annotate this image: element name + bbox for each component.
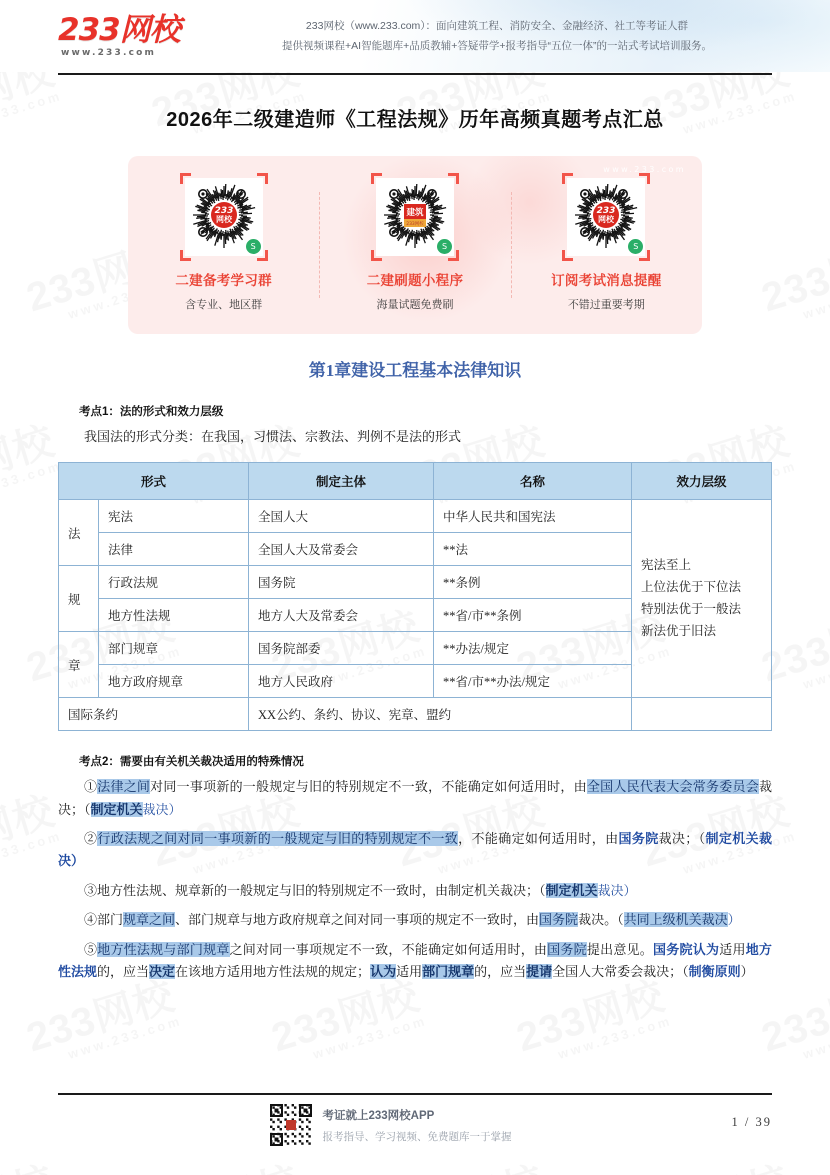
text-segment: 适用 [396, 963, 423, 979]
kaodian1-heading: 考点1：法的形式和效力层级 [79, 406, 224, 418]
promo-banner [128, 156, 702, 334]
table-cell-name: **法 [434, 533, 632, 566]
table-cell-subject: 地方人民政府 [249, 665, 434, 698]
qr-code-app-download[interactable] [269, 1103, 313, 1147]
table-cell-group: 章 [59, 632, 99, 698]
text-segment: 、部门规章与地方政府规章之间对同一事项的规定不一致时，由 [175, 912, 540, 928]
table-cell-group: 法 [59, 500, 99, 566]
kaodian2-heading: 考点2：需要由有关机关裁决适用的特殊情况 [79, 756, 304, 769]
text-segment: 法律之间 [97, 779, 151, 795]
text-segment: 认为 [370, 963, 397, 979]
corner-mark-icon [371, 250, 382, 261]
corner-mark-icon [448, 173, 459, 184]
svg-text:网校: 网校 [598, 215, 615, 224]
qr-burst-icon [382, 184, 448, 250]
table-cell-treaty-content: XX公约、条约、协议、宪章、盟约 [249, 698, 632, 731]
text-segment: ③地方性法规、规章新的一般规定与旧的特别规定不一致时，由制定机关裁决；（ [84, 882, 546, 898]
text-segment: 地方性法规 [58, 941, 772, 979]
text-segment: ） [740, 963, 754, 979]
text-segment: 裁决；（ [658, 831, 706, 847]
table-cell-subject: 全国人大 [249, 500, 434, 533]
table-cell-treaty-effect [632, 698, 772, 731]
table-cell-form: 地方性法规 [99, 599, 249, 632]
text-segment: 裁决） [142, 801, 182, 817]
effect-level-line: 宪法至上 [641, 558, 692, 573]
page-footer [58, 1103, 772, 1147]
footer-app-promo[interactable] [98, 1103, 682, 1147]
qr-code-quiz-miniapp[interactable] [376, 178, 454, 256]
corner-mark-icon [180, 250, 191, 261]
text-segment: ② [84, 831, 98, 847]
table-header-name: 名称 [434, 463, 632, 500]
table-cell-form: 行政法规 [99, 566, 249, 599]
text-segment: 制定机关裁决） [58, 831, 772, 869]
table-cell-subject: 国务院 [249, 566, 434, 599]
header-tagline-line2: 提供视频课程+AI智能题库+品质教辅+答疑带学+报考指导“五位一体”的一站式考试培训服务。 [282, 40, 712, 52]
table-cell-group: 规 [59, 566, 99, 632]
corner-mark-icon [562, 250, 573, 261]
table-header-effect: 效力层级 [632, 463, 772, 500]
footer-app-subtitle: 报考指导、学习视频、免费题库一于掌握 [322, 1130, 512, 1143]
kaodian2-item [58, 828, 772, 873]
table-row-treaty [59, 698, 772, 731]
watermark-text [144, 1149, 309, 1175]
text-segment: 制定机关 [90, 801, 143, 817]
text-segment: 全国人大常委会裁决；（ [552, 963, 689, 979]
promo-card-exam-alert[interactable] [511, 178, 702, 312]
header-tagline-line1: 233网校（www.233.com）：面向建筑工程、消防安全、金融经济、社工等考证人群 [305, 19, 689, 32]
watermark-text [389, 1149, 554, 1175]
promo-card-subtitle: 含专业、地区群 [185, 299, 263, 311]
text-segment: 共同上级机关裁决 [623, 912, 728, 928]
footer-app-title: 考证就上233网校APP [322, 1109, 435, 1122]
table-row [59, 500, 772, 533]
promo-card-subtitle: 海量试题免费刷 [376, 299, 454, 311]
table-cell-name: **办法/规定 [434, 632, 632, 665]
table-header-row [59, 463, 772, 500]
kaodian2-item [58, 880, 772, 902]
text-segment: ） [727, 912, 741, 928]
svg-text:233: 233 [214, 206, 234, 216]
text-segment: 裁决） [597, 882, 637, 898]
logo-text: 233网校 [58, 11, 180, 48]
promo-card-subtitle: 不错过重要考期 [567, 299, 645, 311]
table-cell-name: **省/市**办法/规定 [434, 665, 632, 698]
page-number [682, 1103, 772, 1130]
text-segment: 部门规章 [422, 963, 475, 979]
svg-text:233: 233 [596, 206, 616, 216]
svg-text:233网校: 233网校 [406, 222, 424, 227]
watermark-text [754, 224, 830, 332]
text-segment: ，不能确定如何适用时，由 [458, 831, 619, 847]
watermark-text [0, 779, 64, 887]
text-segment: ⑤ [84, 941, 98, 957]
effect-level-line: 新法优于旧法 [641, 623, 717, 638]
watermark-text [0, 1149, 64, 1175]
table-cell-form: 法律 [99, 533, 249, 566]
table-cell-name: **条例 [434, 566, 632, 599]
qr-burst-icon [191, 184, 257, 250]
page-total: 39 [755, 1115, 772, 1129]
svg-text:建筑: 建筑 [406, 208, 424, 218]
text-segment: 提出意见。 [586, 941, 654, 957]
text-segment: ① [84, 779, 98, 795]
document-body [58, 403, 772, 983]
effect-level-line: 上位法优于下位法 [641, 579, 742, 594]
wechat-miniapp-icon: S [628, 239, 643, 254]
text-segment: 全国人民代表大会常务委员会 [586, 779, 759, 795]
table-cell-name: **省/市**条例 [434, 599, 632, 632]
wechat-miniapp-icon: S [246, 239, 261, 254]
table-cell-subject: 地方人大及常委会 [249, 599, 434, 632]
header-tagline [198, 16, 830, 57]
chapter-heading: 第1章建设工程基本法律知识 [308, 361, 522, 380]
page-current: 1 [731, 1115, 740, 1129]
text-segment: 对同一事项新的一般规定与旧的特别规定不一致，不能确定如何适用时，由 [150, 779, 587, 795]
kaodian2-items [58, 776, 772, 983]
text-segment: 提请 [526, 963, 553, 979]
page-separator: / [744, 1115, 751, 1129]
watermark-text [634, 1149, 799, 1175]
footer-divider [58, 1093, 772, 1095]
table-cell-treaty-form: 国际条约 [59, 698, 249, 731]
table-cell-effect-level [632, 500, 772, 698]
corner-mark-icon [257, 173, 268, 184]
text-segment: 制衡原则 [688, 963, 741, 979]
kaodian2-item [58, 909, 772, 931]
qr-code-study-group[interactable] [185, 178, 263, 256]
text-segment: 的，应当 [97, 963, 150, 979]
site-logo [58, 11, 198, 58]
table-cell-form: 部门规章 [99, 632, 249, 665]
promo-card-study-group[interactable] [128, 178, 319, 312]
qr-code-exam-alert[interactable] [567, 178, 645, 256]
table-header-subject: 制定主体 [249, 463, 434, 500]
text-segment: 国务院 [539, 912, 579, 928]
promo-card-title: 二建刷题小程序 [366, 273, 464, 288]
kaodian1-intro: 我国法的形式分类：在我国，习惯法、宗教法、判例不是法的形式 [84, 429, 462, 444]
kaodian2-item [58, 776, 772, 821]
table-cell-form: 宪法 [99, 500, 249, 533]
kaodian2-item [58, 939, 772, 984]
law-forms-table [58, 462, 772, 731]
wechat-miniapp-icon: S [437, 239, 452, 254]
text-segment: 国务院 [618, 831, 659, 847]
logo-url: www.233.com [61, 47, 157, 58]
svg-text:网校: 网校 [215, 215, 232, 224]
text-segment: 国务院认为 [653, 941, 720, 957]
page-title: 2026年二级建造师《工程法规》历年高频真题考点汇总 [166, 109, 664, 131]
text-segment: 行政法规之间对同一事项新的一般规定与旧的特别规定不一致 [97, 831, 459, 847]
table-cell-form: 地方政府规章 [99, 665, 249, 698]
corner-mark-icon [639, 173, 650, 184]
effect-level-line: 特别法优于一般法 [641, 601, 742, 616]
corner-mark-icon [180, 173, 191, 184]
page-header-banner [0, 0, 830, 72]
text-segment: 适用 [719, 941, 746, 957]
text-segment: ④部门 [84, 912, 124, 928]
text-segment: 地方性法规与部门规章 [97, 941, 230, 957]
text-segment: 裁决；（ [58, 779, 772, 817]
promo-card-title: 二建备考学习群 [175, 273, 272, 288]
text-segment: 制定机关 [545, 882, 598, 898]
text-segment: 规章之间 [123, 912, 176, 928]
promo-card-quiz-miniapp[interactable] [319, 178, 510, 312]
text-segment: 在该地方适用地方性法规的规定； [175, 963, 371, 979]
promo-banner-url: www.233.com [603, 165, 686, 174]
corner-mark-icon [371, 173, 382, 184]
text-segment: 的，应当 [474, 963, 527, 979]
corner-mark-icon [562, 173, 573, 184]
table-cell-subject: 国务院部委 [249, 632, 434, 665]
promo-card-title: 订阅考试消息提醒 [551, 273, 662, 288]
table-cell-name: 中华人民共和国宪法 [434, 500, 632, 533]
text-segment: 决定 [149, 963, 176, 979]
watermark-text [0, 409, 64, 517]
text-segment: 之间对同一事项规定不一致，不能确定如何适用时，由 [229, 941, 548, 957]
text-segment: 国务院 [547, 941, 587, 957]
table-cell-subject: 全国人大及常委会 [249, 533, 434, 566]
table-header-form: 形式 [59, 463, 249, 500]
header-divider [58, 73, 772, 75]
text-segment: 裁决。（ [578, 912, 624, 928]
